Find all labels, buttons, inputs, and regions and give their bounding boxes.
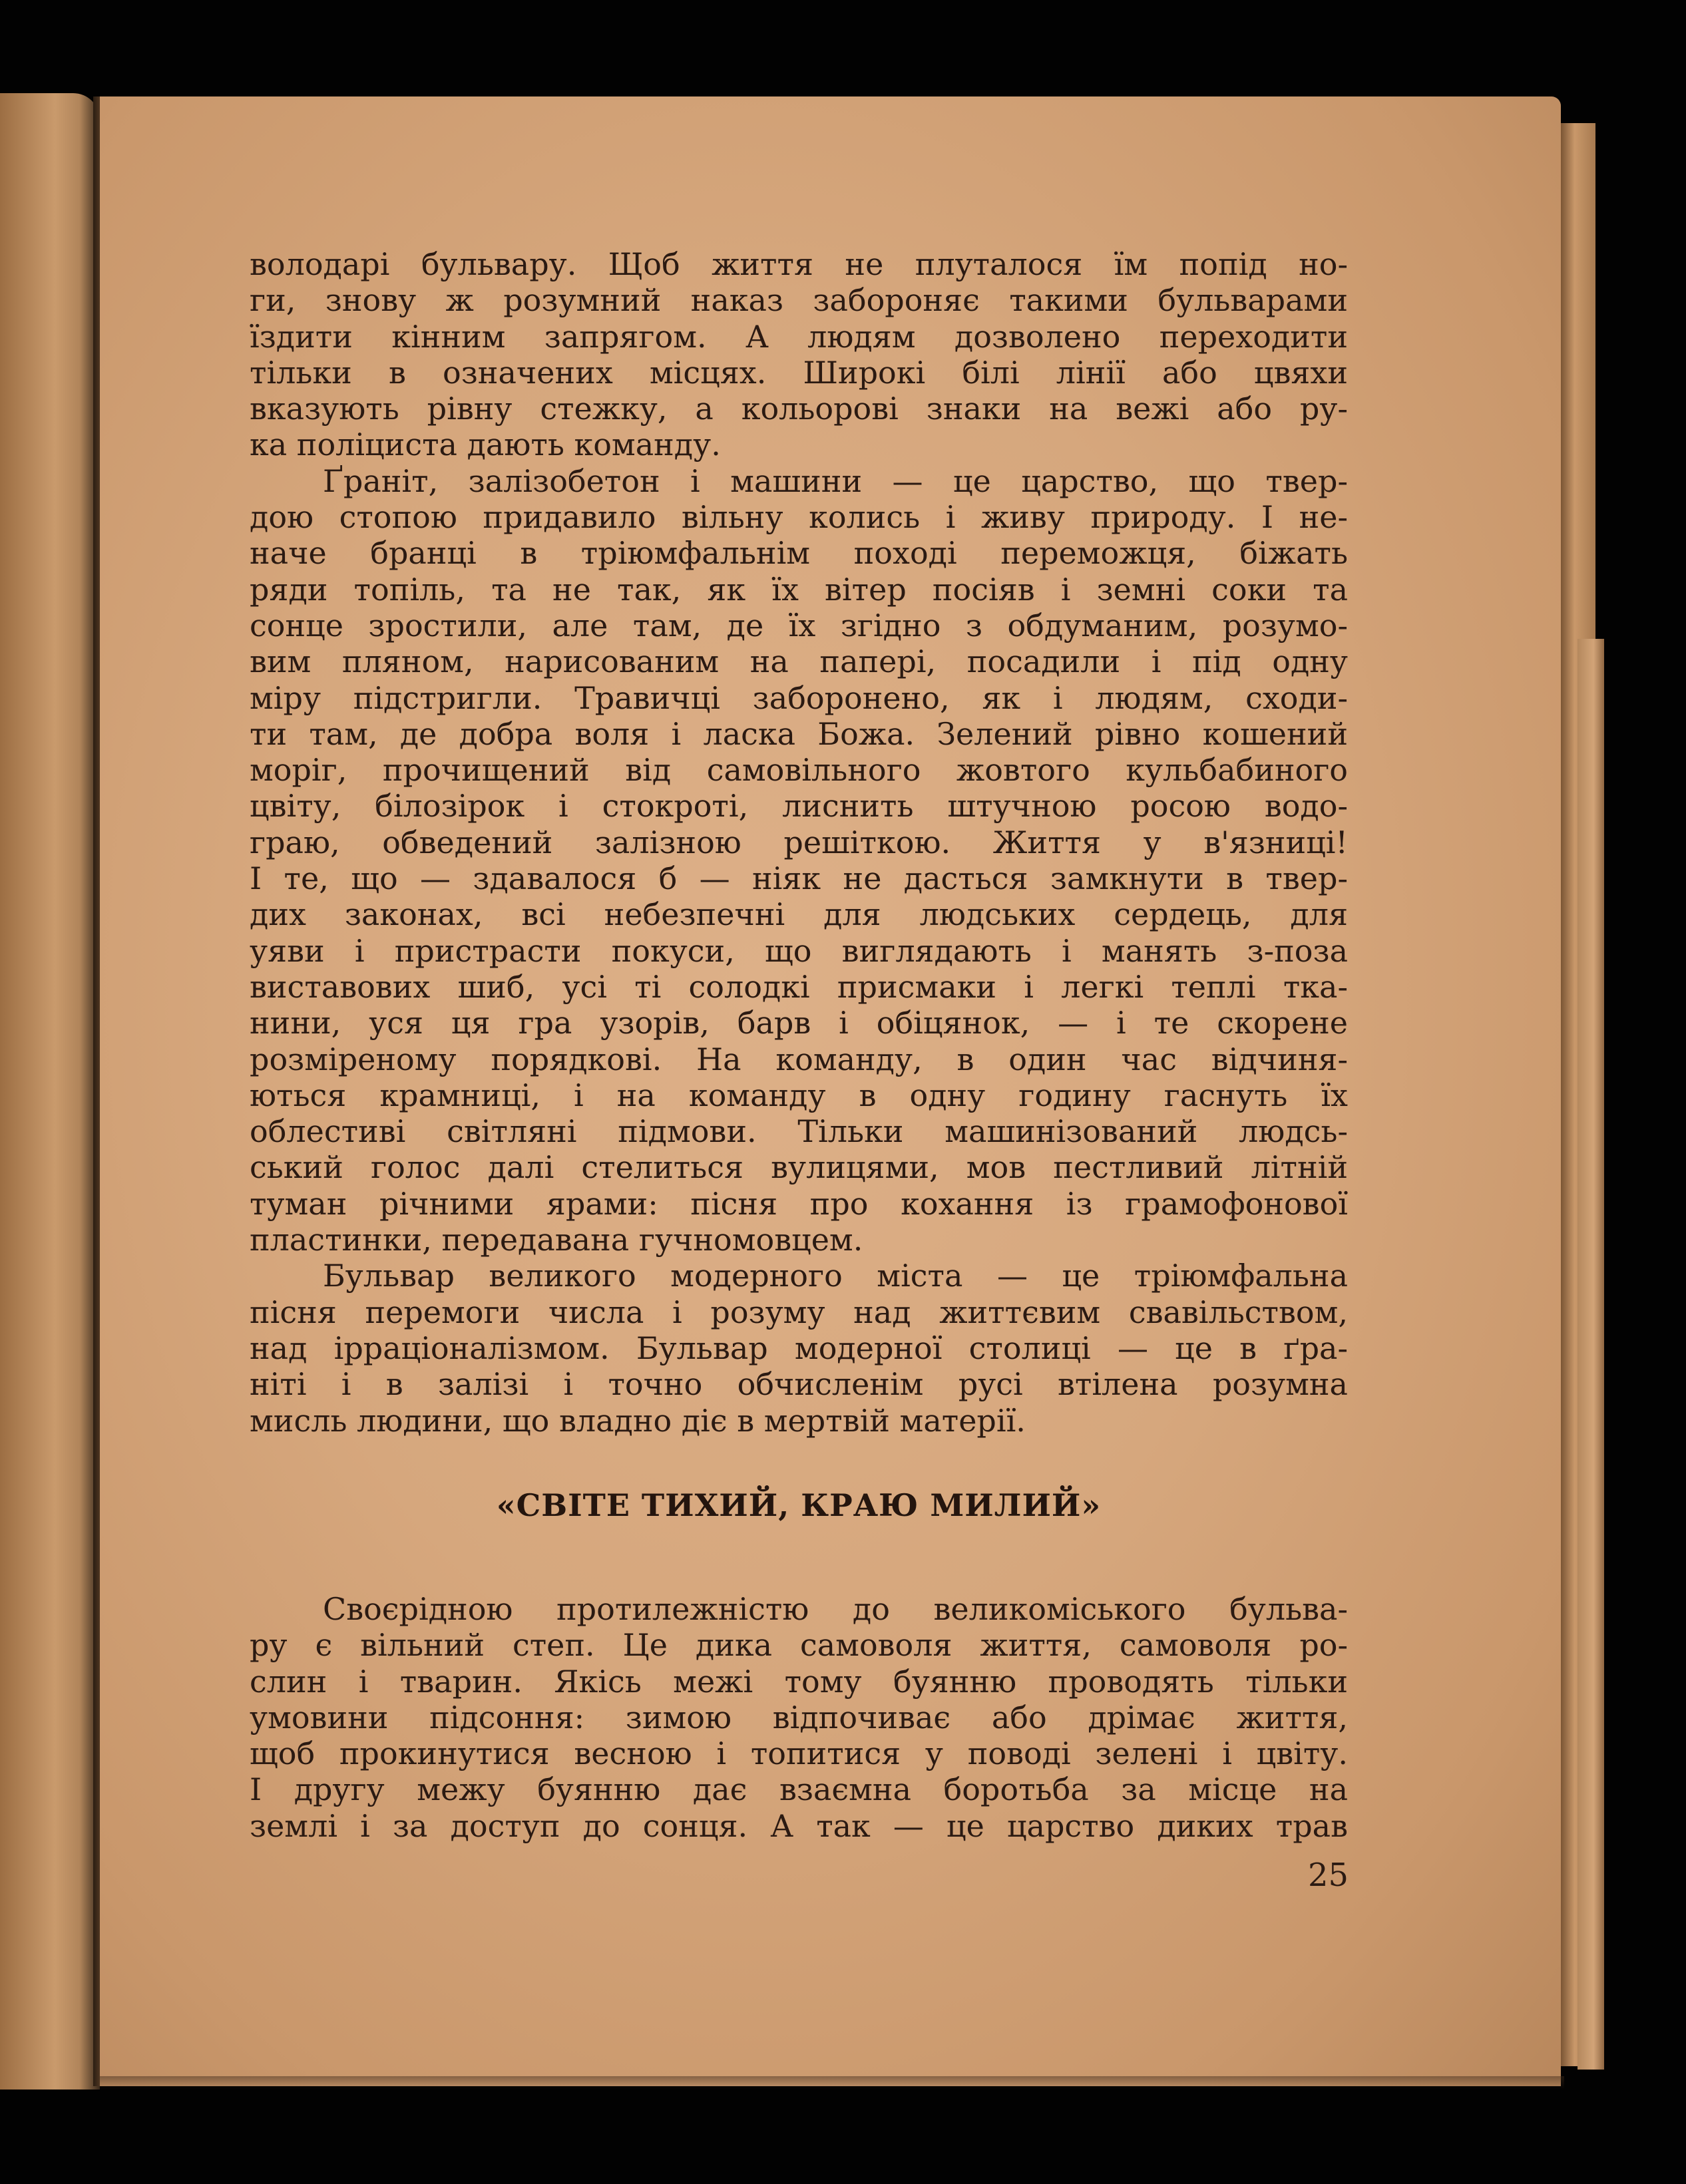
text-line: Своєрідною протилежністю до великоміського бульва-	[323, 1591, 1348, 1627]
text-line: вим пляном, нарисованим на папері, посадили і під одну	[250, 643, 1348, 680]
text-line: землі і за доступ до сонця. А так — це царство диких трав	[250, 1807, 1348, 1844]
text-line: туман річними ярами: пісня про кохання із грамофонової	[250, 1185, 1348, 1222]
page-number: 25	[1308, 1857, 1349, 1894]
text-line: слин і тварин. Якісь межі тому буянню проводять тільки	[250, 1663, 1348, 1700]
text-line: ка поліциста дають команду.	[250, 427, 721, 463]
body-text-upper	[250, 246, 1348, 1439]
text-line: уяви і пристрасти покуси, що виглядають і манять з-поза	[250, 932, 1348, 969]
text-line: ряди топіль, та не так, як їх вітер посіяв і земні соки та	[250, 571, 1348, 608]
text-line: розміреному порядкові. На команду, в один час відчиня-	[250, 1041, 1348, 1077]
text-line: ру є вільний степ. Це дика самоволя життя, самоволя ро-	[250, 1627, 1348, 1664]
text-line: моріг, прочищений від самовільного жовтого кульбабиного	[250, 752, 1348, 789]
text-line: вказують рівну стежку, а кольорові знаки на вежі або ру-	[250, 391, 1348, 427]
text-line: граю, обведений залізною решіткою. Життя у в'язниці!	[250, 824, 1348, 860]
text-line: пластинки, передавана гучномовцем.	[250, 1222, 863, 1258]
text-line: володарі бульвару. Щоб життя не плуталося їм попід но-	[250, 246, 1348, 282]
text-line: цвіту, білозірок і стокроті, лиснить штучною росою водо-	[250, 788, 1348, 824]
text-line: наче бранці в тріюмфальнім поході переможця, біжать	[250, 535, 1348, 572]
text-line: тільки в означених місцях. Широкі білі лінії або цвяхи	[250, 354, 1348, 391]
paragraph-1	[250, 246, 1348, 463]
text-line: їздити кінним запрягом. А людям дозволено переходити	[250, 318, 1348, 355]
text-line: сонце зростили, але там, де їх згідно з обдуманим, розумо-	[250, 607, 1348, 643]
paragraph-4	[250, 1591, 1348, 1844]
text-line: ти там, де добра воля і ласка Божа. Зелений рівно кошений	[250, 715, 1348, 752]
paragraph-2	[250, 463, 1348, 1258]
text-line: над ірраціоналізмом. Бульвар модерної столиці — це в ґра-	[250, 1330, 1348, 1366]
text-line: нини, уся ця гра узорів, барв і обіцянок, — і те скорене	[250, 1005, 1348, 1041]
text-line: Бульвар великого модерного міста — це тріюмфальна	[323, 1258, 1348, 1294]
text-line: Ґраніт, залізобетон і машини — це царство, що твер-	[323, 462, 1348, 499]
paragraph-3	[250, 1258, 1348, 1438]
text-line: І другу межу буянню дає взаємна боротьба за місце на	[250, 1771, 1348, 1808]
text-line: облестиві світляні підмови. Тільки машинізований людсь-	[250, 1113, 1348, 1150]
right-page-edge-lower	[1578, 639, 1604, 2070]
text-line: виставових шиб, усі ті солодкі присмаки і легкі теплі тка-	[250, 968, 1348, 1005]
page-bottom-shadow	[100, 2076, 1564, 2090]
text-line: ський голос далі стелиться вулицями, мов пестливий літній	[250, 1149, 1348, 1186]
text-line: міру підстригли. Травичці заборонено, як і людям, сходи-	[250, 679, 1348, 716]
text-line: ються крамниці, і на команду в одну годину гаснуть їх	[250, 1077, 1348, 1113]
left-page-edge	[0, 93, 100, 2090]
text-line: ніті і в залізі і точно обчисленім русі втілена розумна	[250, 1366, 1348, 1403]
text-line: умовини підсоння: зимою відпочиває або дрімає життя,	[250, 1699, 1348, 1735]
text-line: мисль людини, що владно діє в мертвій матерії.	[250, 1402, 1026, 1439]
text-line: І те, що — здавалося б — ніяк не дасться замкнути в твер-	[250, 860, 1348, 897]
text-line: щоб прокинутися весною і топитися у поводі зелені і цвіту.	[250, 1735, 1348, 1772]
section-heading: «СВІТЕ ТИХИЙ, КРАЮ МИЛИЙ»	[496, 1487, 1102, 1523]
text-line: дих законах, всі небезпечні для людських сердець, для	[250, 896, 1348, 933]
body-text-lower	[250, 1560, 1348, 1875]
text-line: ги, знову ж розумний наказ забороняє такими бульварами	[250, 282, 1348, 319]
text-line: пісня перемоги числа і розуму над життєвим свавільством,	[250, 1294, 1348, 1330]
text-line: дою стопою придавило вільну колись і живу природу. І не-	[250, 499, 1348, 536]
